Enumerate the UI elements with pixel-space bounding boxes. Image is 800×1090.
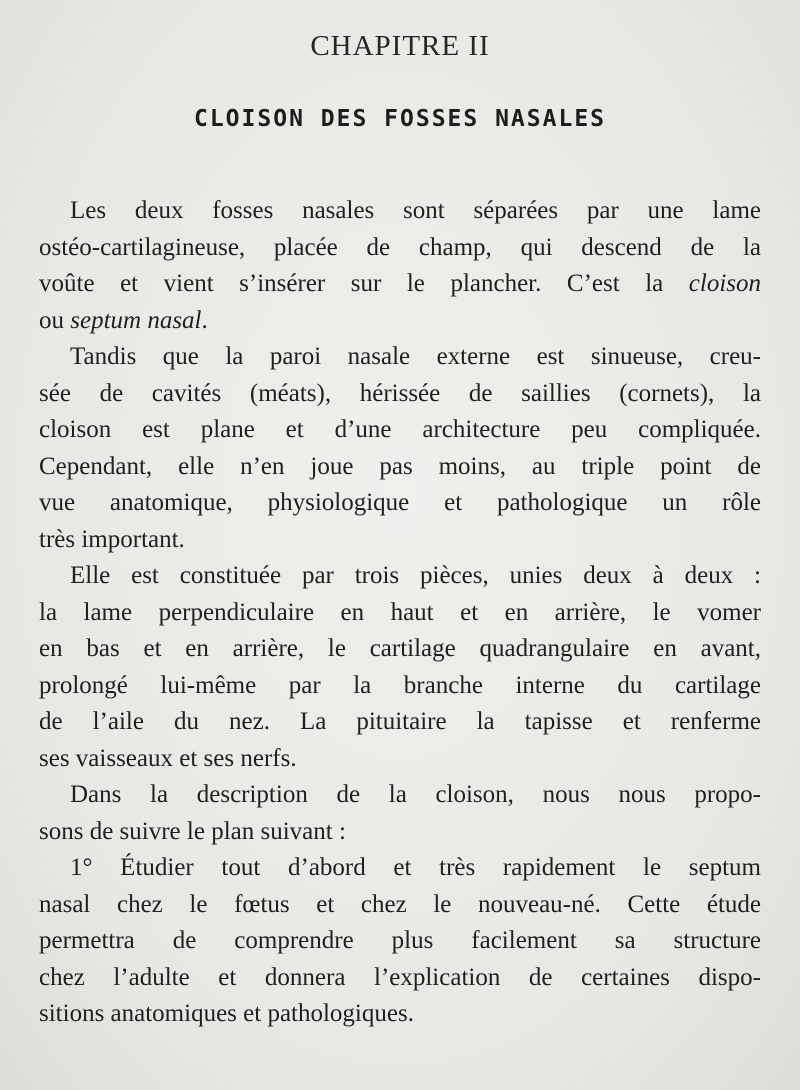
chapter-heading: CHAPITRE II: [310, 30, 490, 62]
text-line: la lame perpendiculaire en haut et en arrière, le vomer: [39, 598, 761, 626]
text-line: Elle est constituée par trois pièces, unies deux à deux :: [70, 562, 761, 589]
text-line: Les deux fosses nasales sont séparées par une lame: [70, 197, 761, 224]
text-line: permettra de comprendre plus facilement sa structure: [39, 927, 761, 954]
text-line: Dans la description de la cloison, nous nous propo-: [70, 781, 761, 808]
text-line: chez l’adulte et donnera l’explication de certaines dispo-: [39, 963, 761, 991]
text-line: nasal chez le fœtus et chez le nouveau-né. Cette étude: [39, 890, 761, 918]
text-line: sée de cavités (méats), hérissée de saillies (cornets), la: [39, 379, 761, 407]
paragraph-2: [39, 339, 761, 558]
text-line: ostéo-cartilagineuse, placée de champ, qui descend de la: [39, 233, 761, 261]
text-line: [39, 266, 761, 303]
text-line: ses vaisseaux et ses nerfs.: [39, 744, 297, 772]
paragraph-3: [39, 558, 761, 777]
paragraph-5: [39, 850, 761, 1033]
text-line: vue anatomique, physiologique et pathologique un rôle: [39, 489, 761, 516]
italic-term: septum nasal: [70, 306, 202, 334]
text-line: sons de suivre le plan suivant :: [39, 817, 346, 845]
text-line: Tandis que la paroi nasale externe est sinueuse, creu-: [70, 343, 761, 370]
text-line: très important.: [39, 525, 185, 553]
body-text: [39, 193, 761, 1033]
text-fragment: ou: [39, 306, 71, 334]
paragraph-4: [39, 777, 761, 850]
italic-term: cloison: [688, 270, 761, 297]
text-line: 1° Étudier tout d’abord et très rapidement le septum: [70, 854, 761, 881]
section-title: CLOISON DES FOSSES NASALES: [193, 106, 607, 132]
text-fragment: voûte et vient s’insérer sur le plancher. C’est la: [39, 270, 689, 297]
text-line: en bas et en arrière, le cartilage quadrangulaire en avant,: [39, 635, 761, 662]
text-line: prolongé lui-même par la branche interne du cartilage: [39, 671, 761, 699]
text-line: [39, 303, 761, 340]
text-line: de l’aile du nez. La pituitaire la tapisse et renferme: [39, 708, 761, 735]
text-line: Cependant, elle n’en joue pas moins, au triple point de: [39, 452, 761, 480]
paragraph-1: [39, 193, 761, 339]
text-fragment: .: [201, 306, 208, 334]
text-line: cloison est plane et d’une architecture peu compliquée.: [39, 416, 761, 443]
text-line: sitions anatomiques et pathologiques.: [39, 1000, 414, 1027]
